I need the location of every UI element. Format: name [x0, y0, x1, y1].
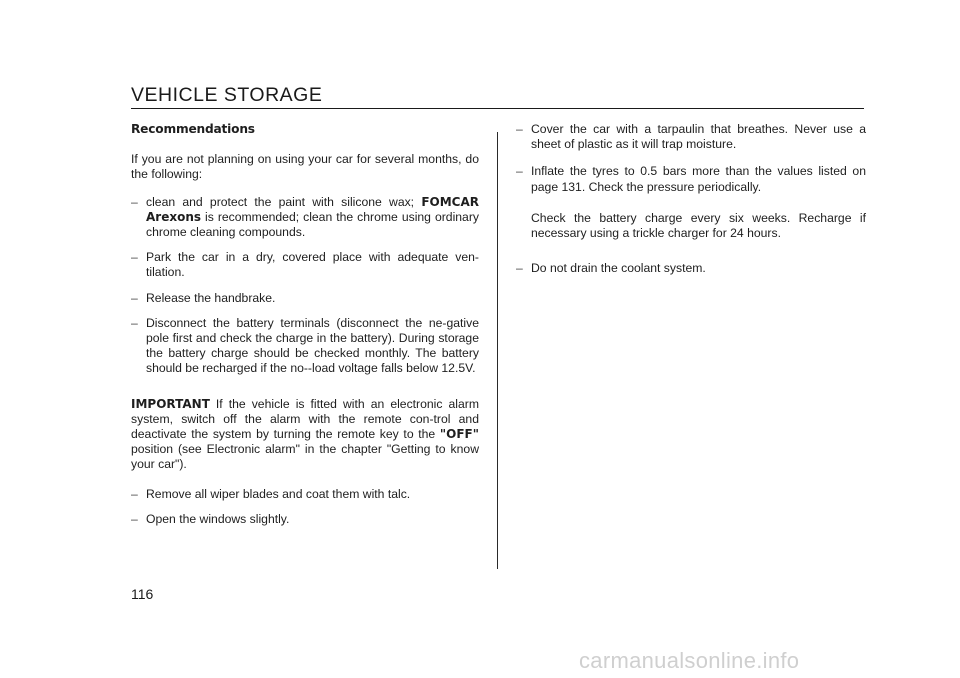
important-text: If the vehicle is fitted with an electronic alarm system, switch off the alarm with the remote con-trol and deactivate the system by turning the remote key to the [131, 396, 479, 442]
intro-paragraph: If you are not planning on using your car for several months, do the following: [131, 152, 479, 182]
list-item-coolant [516, 261, 866, 276]
bullet-text: Release the handbrake. [146, 290, 276, 305]
right-column [516, 122, 866, 288]
battery-note: Check the battery charge every six weeks. Recharge if necessary using a trickle charger for 24 hours. [531, 210, 866, 241]
bullet-text: Park the car in a dry, covered place with adequate ven-tilation. [146, 250, 479, 280]
bullet-text: Remove all wiper blades and coat them with talc. [146, 486, 411, 501]
title-divider [131, 108, 864, 109]
page-title: VEHICLE STORAGE [131, 84, 323, 106]
important-label: IMPORTANT [131, 396, 210, 411]
bullet-text: Open the windows slightly. [146, 511, 290, 526]
bullet-dash: – [131, 486, 138, 501]
bullet-dash: – [131, 315, 138, 330]
bullet-text: Inflate the tyres to 0.5 bars more than the values listed on page 131. Check the pressure periodically. [531, 164, 866, 194]
list-item-tyres [516, 164, 866, 194]
important-text: position (see Electronic alarm" in the chapter "Getting to know your car"). [131, 442, 479, 472]
bullet-dash: – [131, 250, 138, 265]
bullet-dash: – [131, 511, 138, 526]
page-number: 116 [131, 586, 154, 602]
column-divider [497, 132, 498, 569]
bullet-text: Disconnect the battery terminals (disconnect the ne-gative pole first and check the charge in the battery). During storage the battery charge should be checked monthly. The battery should be recharged if the no--load voltage falls below 12.5V. [146, 315, 479, 376]
bullet-text: is recommended; clean the chrome using ordinary chrome cleaning compounds. [146, 209, 479, 240]
list-item-handbrake [131, 291, 479, 306]
list-item-windows [131, 512, 479, 527]
bullet-dash: – [516, 164, 523, 179]
list-item-battery [131, 316, 479, 377]
off-label: "OFF" [439, 427, 479, 442]
left-column [131, 122, 479, 537]
bullet-dash: – [516, 261, 523, 276]
bullet-dash: – [131, 290, 138, 305]
bullet-text: Cover the car with a tarpaulin that breathes. Never use a sheet of plastic as it will trap moisture. [531, 122, 866, 152]
bullet-dash: – [131, 194, 138, 209]
bullet-text: Do not drain the coolant system. [531, 261, 706, 276]
list-item-tarpaulin [516, 122, 866, 152]
list-item-paint [131, 195, 479, 241]
bullet-dash: – [516, 122, 523, 136]
list-item-wipers [131, 487, 479, 502]
watermark: carmanualsonline.info [579, 648, 800, 673]
list-item-park [131, 250, 479, 280]
brand-name: FOMCAR Arexons [146, 194, 479, 224]
section-heading: Recommendations [131, 122, 255, 136]
important-note [131, 397, 479, 473]
bullet-text: clean and protect the paint with silicone wax; [146, 194, 422, 209]
